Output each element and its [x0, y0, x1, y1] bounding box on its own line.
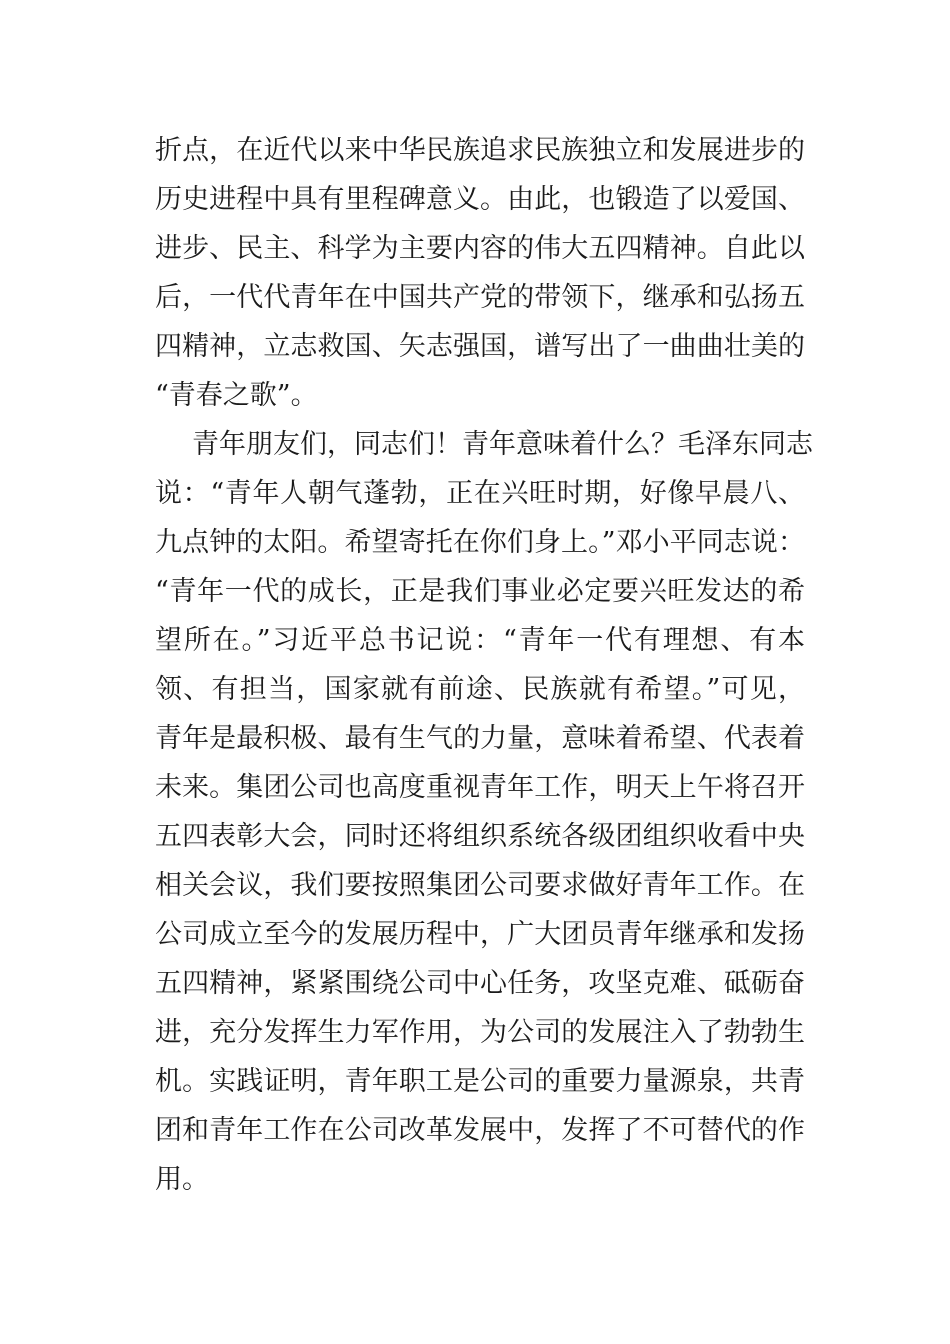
- text-line: 机。实践证明，青年职工是公司的重要力量源泉，共青: [155, 1066, 805, 1097]
- text-line: 五四表彰大会，同时还将组织系统各级团组织收看中央: [155, 821, 805, 852]
- text-line: 相关会议，我们要按照集团公司要求做好青年工作。在: [155, 870, 805, 901]
- text-line: 进步、民主、科学为主要内容的伟大五四精神。自此以: [155, 233, 805, 264]
- text-line: 折点，在近代以来中华民族追求民族独立和发展进步的: [155, 135, 805, 166]
- text-line: 说：“青年人朝气蓬勃，正在兴旺时期，好像早晨八、: [155, 478, 805, 509]
- text-line: 九点钟的太阳。希望寄托在你们身上。”邓小平同志说：: [155, 527, 805, 558]
- text-line: 用。: [155, 1164, 209, 1195]
- text-line: 青年朋友们，同志们！青年意味着什么？毛泽东同志: [192, 429, 813, 460]
- text-line: 公司成立至今的发展历程中，广大团员青年继承和发扬: [155, 919, 805, 950]
- text-line: 四精神，立志救国、矢志强国，谱写出了一曲曲壮美的: [155, 331, 805, 362]
- text-line: 望所在。”习近平总书记说：“青年一代有理想、有本: [155, 625, 805, 656]
- text-line: 进，充分发挥生力军作用，为公司的发展注入了勃勃生: [155, 1017, 805, 1048]
- text-line: 青年是最积极、最有生气的力量，意味着希望、代表着: [155, 723, 805, 754]
- text-line: “青年一代的成长，正是我们事业必定要兴旺发达的希: [155, 576, 805, 607]
- text-line: 未来。集团公司也高度重视青年工作，明天上午将召开: [155, 772, 805, 803]
- text-line: 领、有担当，国家就有前途、民族就有希望。”可见，: [155, 674, 805, 705]
- text-line: 后，一代代青年在中国共产党的带领下，继承和弘扬五: [155, 282, 805, 313]
- text-line: 五四精神，紧紧围绕公司中心任务，攻坚克难、砥砺奋: [155, 968, 805, 999]
- text-line: “青春之歌”。: [155, 380, 318, 411]
- text-line: 历史进程中具有里程碑意义。由此，也锻造了以爱国、: [155, 184, 805, 215]
- text-line: 团和青年工作在公司改革发展中，发挥了不可替代的作: [155, 1115, 805, 1146]
